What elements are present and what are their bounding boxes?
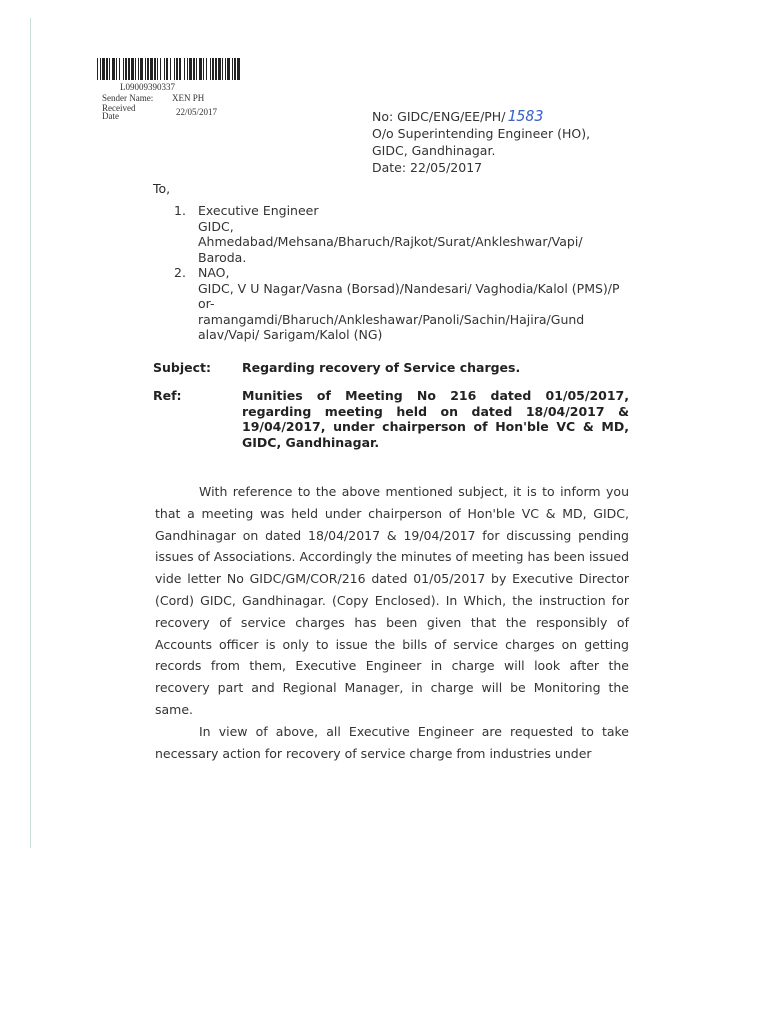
reference-line xyxy=(153,388,629,450)
recipient-line: GIDC, V U Nagar/Vasna (Borsad)/Nandesari/ Vaghodia/Kalol (PMS)/Por- xyxy=(198,280,620,311)
reference-number-line xyxy=(372,108,590,125)
reference-prefix: No: GIDC/ENG/EE/PH/ xyxy=(372,109,506,124)
to-label: To, xyxy=(153,181,171,196)
subject-line xyxy=(153,360,633,375)
recipient-line: ramangamdi/Bharuch/Ankleshawar/Panoli/Sachin/Hajira/Gund xyxy=(198,311,585,327)
body-paragraph-1: With reference to the above mentioned subject, it is to inform you that a meeting was held under chairperson of Hon'ble VC & MD, GIDC, Gandhinagar on dated 18/04/2017 & 19/04/2017 for discussing pending issues of Associations. Accordingly the minutes of meeting has been issued vide letter No GIDC/GM/COR/216 dated 01/05/2017 by Executive Director (Cord) GIDC, Gandhinagar. (Copy Enclosed). In Which, the instruction for recovery of service charges has been given that the responsibly of Accounts officer is only to issue the bills of service charges on getting records from them, Executive Engineer in charge will look after the recovery part and Regional Manager, in charge will be Monitoring the same. xyxy=(155,484,629,717)
recipient-line: NAO, xyxy=(198,265,230,280)
letter-body xyxy=(155,481,629,764)
recipient-line: alav/Vapi/ Sarigam/Kalol (NG) xyxy=(198,327,383,342)
organization-line: GIDC, Gandhinagar. xyxy=(372,143,496,158)
received-label-line2: Date xyxy=(102,111,119,121)
recipient-number: 1. xyxy=(174,203,186,218)
page-scan-edge xyxy=(30,18,31,848)
receipt-stamp xyxy=(96,58,246,120)
sender-name-value: XEN PH xyxy=(172,93,205,103)
barcode-id: L09009390337 xyxy=(120,82,175,92)
letter-date: Date: 22/05/2017 xyxy=(372,160,483,175)
office-line: O/o Superintending Engineer (HO), xyxy=(372,126,591,141)
body-paragraph-2: In view of above, all Executive Engineer are requested to take necessary action for recovery of service charge from industries under xyxy=(155,723,629,761)
recipient-item xyxy=(174,203,626,265)
received-date-label xyxy=(96,104,168,120)
handwritten-reference-number: 1583 xyxy=(507,107,544,125)
recipient-number: 2. xyxy=(174,265,186,280)
recipient-line: Baroda. xyxy=(198,249,247,265)
received-label-line1: Received xyxy=(102,103,136,113)
recipient-line: GIDC, xyxy=(198,218,234,234)
barcode-image xyxy=(96,58,241,80)
recipient-line: Ahmedabad/Mehsana/Bharuch/Rajkot/Surat/Ankleshwar/Vapi/ xyxy=(198,234,583,249)
subject-label: Subject: xyxy=(153,360,211,375)
recipient-item xyxy=(174,265,626,343)
sender-name-label: Sender Name: xyxy=(102,93,154,103)
subject-text: Regarding recovery of Service charges. xyxy=(242,360,521,375)
received-date-value: 22/05/2017 xyxy=(176,107,218,117)
ref-label: Ref: xyxy=(153,388,182,403)
ref-text: Munities of Meeting No 216 dated 01/05/2017, regarding meeting held on dated 18/04/2017 & 19/04/2017, under chairperson of Hon'ble VC & MD, GIDC, Gandhinagar. xyxy=(242,388,629,450)
recipient-line: Executive Engineer xyxy=(198,203,319,218)
recipient-list xyxy=(174,203,626,343)
letter-header xyxy=(372,108,590,176)
